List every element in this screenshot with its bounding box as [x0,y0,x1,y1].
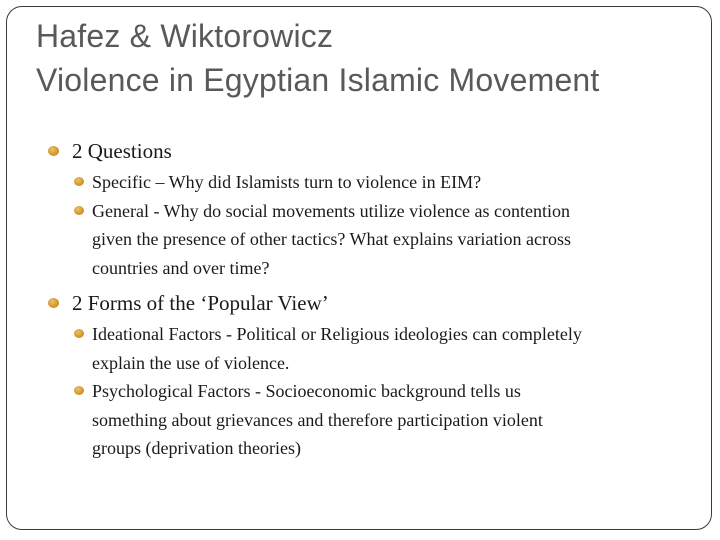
sub-bullet-icon [74,386,84,395]
title-line-1: Hafez & Wiktorowicz [36,18,334,54]
bullet-icon [48,298,59,308]
bullet-questions [48,136,688,166]
sub-bullet-general [48,197,688,283]
sub-bullet-icon [74,329,84,338]
sub-bullet-general-line-3: countries and over time? [92,257,270,278]
sub-bullet-ideational [48,320,688,377]
sub-bullet-psychological-line-2: something about grievances and therefore participation violent [92,409,543,430]
bullet-popular-view-text: 2 Forms of the ‘Popular View’ [72,291,329,315]
sub-bullet-ideational-line-2: explain the use of violence. [92,352,290,373]
sub-bullet-psychological-line-1: Psychological Factors - Socioeconomic background tells us [92,381,521,401]
sub-bullet-psychological-line-3: groups (deprivation theories) [92,438,301,458]
sub-bullet-general-line-2: given the presence of other tactics? What explains variation across [92,229,571,249]
sub-bullet-psychological [48,377,688,463]
sub-bullet-specific-line-1: Specific – Why did Islamists turn to violence in EIM? [92,172,482,192]
slide-title [36,14,706,102]
bullet-questions-text: 2 Questions [72,139,172,163]
sub-bullet-icon [74,177,84,186]
sub-bullet-ideational-line-1: Ideational Factors - Political or Religious ideologies can completely [92,324,582,344]
sub-bullet-icon [74,206,84,215]
bullet-popular-view [48,288,688,318]
title-line-2: Violence in Egyptian Islamic Movement [36,62,600,98]
bullet-icon [48,146,59,156]
sub-bullet-general-line-1: General - Why do social movements utilize violence as contention [92,200,571,221]
slide-body [48,136,688,463]
sub-bullet-specific [48,168,688,197]
